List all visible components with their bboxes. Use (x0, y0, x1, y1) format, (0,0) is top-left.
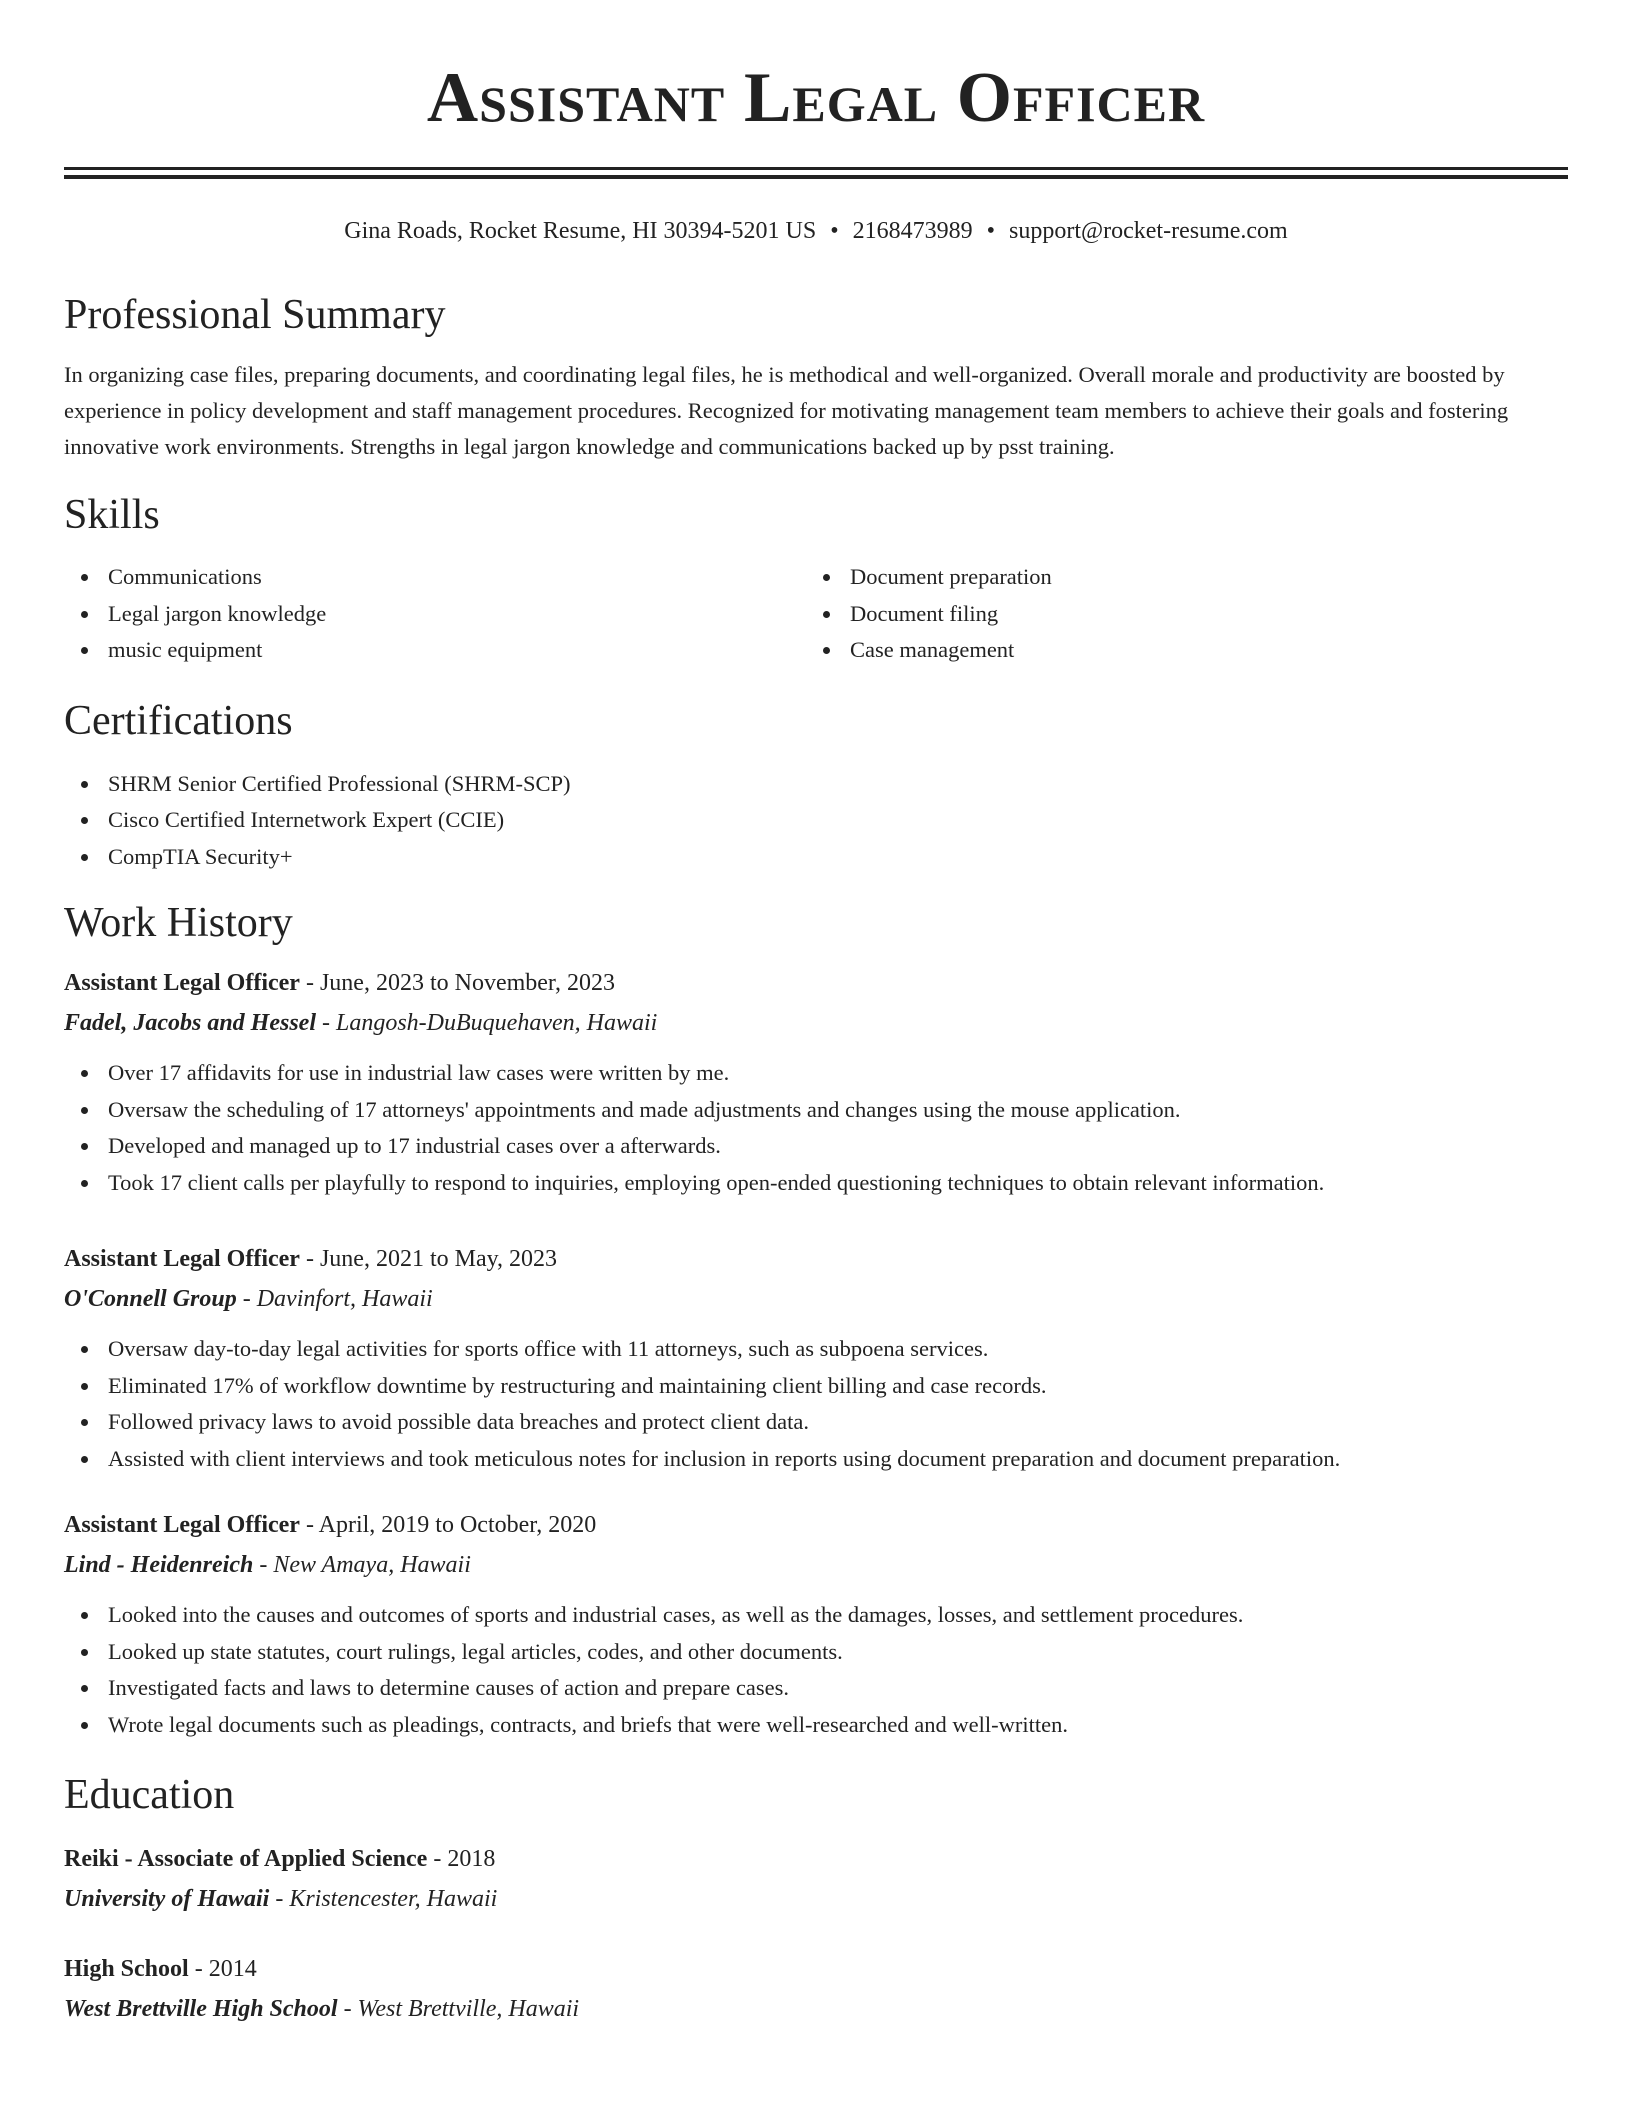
skills-column-left (64, 559, 806, 669)
work-history-heading: Work History (64, 900, 293, 946)
job-employer (64, 1545, 1568, 1585)
education-degree: High School (64, 1956, 189, 1982)
title-divider (64, 167, 1568, 179)
skill-item: Legal jargon knowledge (64, 596, 806, 633)
education-entry (64, 1839, 1568, 1919)
education-school: University of Hawaii (64, 1886, 270, 1912)
skill-item: Document preparation (806, 559, 1548, 596)
job-location: - Davinfort, Hawaii (236, 1286, 433, 1312)
certification-item: CompTIA Security+ (64, 839, 1568, 876)
education-degree-line (64, 1839, 1568, 1879)
education-school-line (64, 1989, 1568, 2029)
job-bullet: Followed privacy laws to avoid possible data breaches and protect client data. (64, 1404, 1568, 1441)
education-heading: Education (64, 1772, 235, 1818)
job-bullet: Investigated facts and laws to determine causes of action and prepare cases. (64, 1670, 1568, 1707)
job-title: Assistant Legal Officer (64, 1246, 300, 1272)
resume-title: Assistant Legal Officer (426, 59, 1206, 137)
certification-item: Cisco Certified Internetwork Expert (CCIE) (64, 802, 1568, 839)
education-location: - West Brettville, Hawaii (337, 1996, 580, 2022)
job-company: Lind - Heidenreich (64, 1552, 254, 1578)
job-title: Assistant Legal Officer (64, 970, 300, 996)
contact-email[interactable]: support@rocket-resume.com (1009, 218, 1288, 244)
contact-line (64, 215, 1568, 247)
job-company: Fadel, Jacobs and Hessel (64, 1010, 316, 1036)
education-school-line (64, 1879, 1568, 1919)
contact-phone: 2168473989 (852, 218, 973, 244)
skills-list (64, 559, 1568, 669)
certifications-list (64, 766, 1568, 876)
certifications-heading: Certifications (64, 697, 293, 744)
job-header (64, 1505, 1568, 1545)
job-bullet: Looked into the causes and outcomes of sports and industrial cases, as well as the damages, losses, and settlement procedures. (64, 1597, 1568, 1634)
education-location: - Kristencester, Hawaii (269, 1886, 498, 1912)
job-bullet: Looked up state statutes, court rulings, legal articles, codes, and other documents. (64, 1634, 1568, 1671)
education-degree-line (64, 1949, 1568, 1989)
job-company: O'Connell Group (64, 1286, 237, 1312)
skill-item: Communications (64, 559, 806, 596)
skill-item: music equipment (64, 632, 806, 669)
contact-address: Gina Roads, Rocket Resume, HI 30394-5201 US (344, 218, 817, 244)
job-dates: - April, 2019 to October, 2020 (299, 1512, 597, 1538)
job-header (64, 1239, 1568, 1279)
job-bullet: Eliminated 17% of workflow downtime by restructuring and maintaining client billing and case records. (64, 1368, 1568, 1405)
summary-text: In organizing case files, preparing documents, and coordinating legal files, he is methodical and well-organized. Overall morale and productivity are boosted by experience in policy development and staff management procedures. Recognized for motivating management team members to achieve their goals and fostering innovative work environments. Strengths in legal jargon knowledge and communications backed up by psst training. (64, 362, 1509, 459)
job-bullet: Over 17 affidavits for use in industrial law cases were written by me. (64, 1055, 1568, 1092)
contact-separator: • (830, 218, 839, 244)
certification-item: SHRM Senior Certified Professional (SHRM-SCP) (64, 766, 1568, 803)
job-bullet: Oversaw the scheduling of 17 attorneys' appointments and made adjustments and changes using the mouse application. (64, 1092, 1568, 1129)
education-degree: Reiki - Associate of Applied Science (64, 1846, 428, 1872)
job-bullet: Oversaw day-to-day legal activities for sports office with 11 attorneys, such as subpoena services. (64, 1331, 1568, 1368)
contact-separator: • (986, 218, 996, 244)
job-bullet: Took 17 client calls per playfully to respond to inquiries, employing open-ended questioning techniques to obtain relevant information. (64, 1165, 1568, 1202)
job-entry (64, 1505, 1568, 1743)
job-bullets (64, 1597, 1568, 1743)
skills-heading: Skills (64, 492, 160, 538)
job-entry (64, 1239, 1568, 1477)
job-location: - New Amaya, Hawaii (253, 1552, 471, 1578)
job-title: Assistant Legal Officer (64, 1512, 300, 1538)
job-bullets (64, 1055, 1568, 1201)
job-dates: - June, 2021 to May, 2023 (299, 1246, 558, 1272)
education-school: West Brettville High School (64, 1996, 338, 2022)
skills-column-right (806, 559, 1548, 669)
education-year: - 2018 (427, 1846, 496, 1872)
education-entry (64, 1949, 1568, 2029)
job-entry (64, 963, 1568, 1201)
job-bullet: Developed and managed up to 17 industrial cases over a afterwards. (64, 1128, 1568, 1165)
skill-item: Document filing (806, 596, 1548, 633)
job-dates: - June, 2023 to November, 2023 (299, 970, 615, 996)
skill-item: Case management (806, 632, 1548, 669)
job-bullet: Assisted with client interviews and took meticulous notes for inclusion in reports using document preparation and document preparation. (64, 1441, 1568, 1478)
job-employer (64, 1003, 1568, 1043)
job-bullets (64, 1331, 1568, 1477)
job-location: - Langosh-DuBuquehaven, Hawaii (316, 1010, 658, 1036)
education-year: - 2014 (188, 1956, 257, 1982)
job-employer (64, 1279, 1568, 1319)
job-bullet: Wrote legal documents such as pleadings, contracts, and briefs that were well-researched and well-written. (64, 1707, 1568, 1744)
summary-heading: Professional Summary (64, 292, 446, 338)
job-header (64, 963, 1568, 1003)
